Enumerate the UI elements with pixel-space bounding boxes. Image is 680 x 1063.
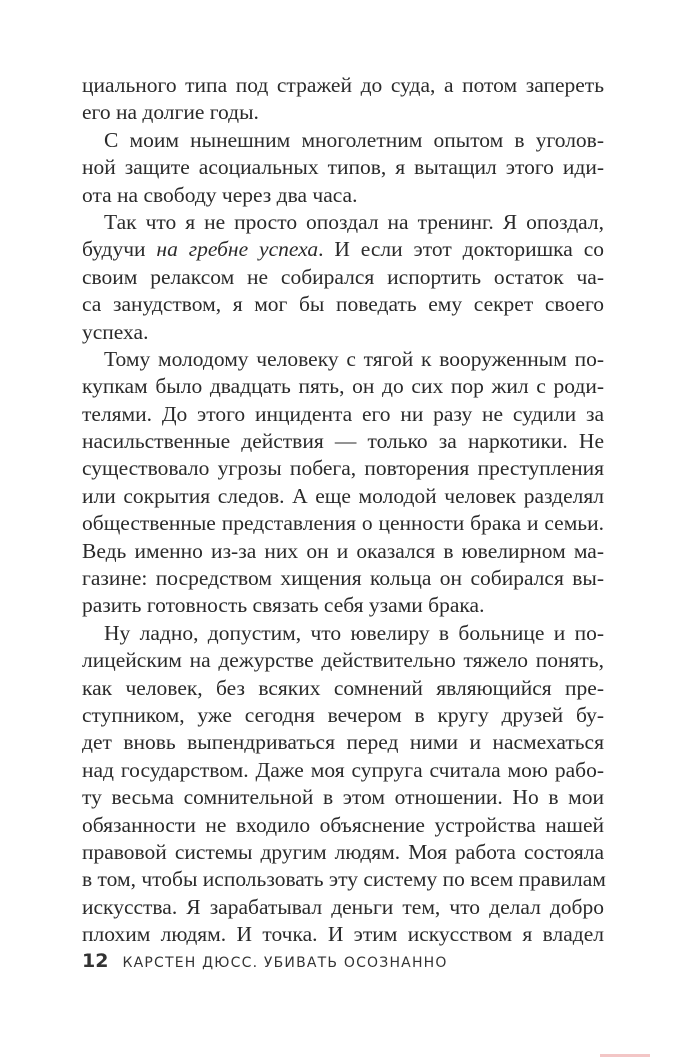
page-body — [82, 72, 604, 949]
text-line: са занудством, я мог бы поведать ему секрет своего — [82, 292, 604, 317]
text-line: лицейским на дежурстве действительно тяжело понять, — [82, 648, 604, 673]
text-line: ту весьма сомнительной в этом отношении. Но в мои — [82, 785, 604, 810]
text-line: существовало угрозы побега, повторения преступления — [82, 456, 604, 481]
text-line: Ну ладно, допустим, что ювелиру в больнице и по- — [104, 620, 604, 645]
text-line: над государством. Даже моя супруга считала мою рабо- — [82, 757, 604, 782]
text-line: купкам было двадцать пять, он до сих пор жил с роди- — [82, 374, 604, 399]
text-line: Тому молодому человеку с тягой к вооруженным по- — [104, 346, 604, 371]
text-line: газине: посредством хищения кольца он собирался вы- — [82, 566, 604, 591]
text-line: обязанности не входило объяснение устройства нашей — [82, 812, 604, 837]
text-line: или сокрытия следов. А еще молодой человек разделял — [82, 483, 604, 508]
text-line: как человек, без всяких сомнений являющийся пре- — [82, 675, 604, 700]
text-segment: будучи — [82, 237, 157, 262]
text-segment: . И если этот докторишка со — [318, 237, 604, 262]
text-line: в том, чтобы использовать эту систему по всем правилам — [82, 867, 606, 892]
text-line: Так что я не просто опоздал на тренинг. Я опоздал, — [104, 209, 604, 234]
text-line: правовой системы другим людям. Моя работа состояла — [82, 839, 604, 864]
text-line: ота на свободу через два часа. — [82, 182, 358, 207]
italic-emphasis: на гребне успеха — [156, 237, 319, 262]
text-line: циального типа под стражей до суда, а потом запереть — [82, 73, 604, 97]
text-line: общественные представления о ценности брака и семьи. — [82, 511, 604, 536]
text-line: ступником, уже сегодня вечером в кругу друзей бу- — [82, 702, 604, 727]
running-title: КАРСТЕН ДЮСС. УБИВАТЬ ОСОЗНАННО — [122, 955, 448, 971]
text-line: телями. До этого инцидента его ни разу не судили за — [82, 401, 604, 426]
text-line: плохим людям. И точка. И этим искусством я владел — [82, 922, 604, 947]
text-line: его на долгие годы. — [82, 100, 259, 125]
text-line: дет вновь выпендриваться перед ними и насмехаться — [82, 730, 604, 755]
page-number: 12 — [82, 950, 109, 972]
text-line — [82, 236, 604, 263]
text-line: С моим нынешним многолетним опытом в уголов- — [104, 127, 604, 152]
text-line: своим релаксом не собирался испортить остаток ча- — [82, 264, 604, 289]
text-line: Ведь именно из-за них он и оказался в ювелирном ма- — [82, 538, 604, 563]
text-line: разить готовность связать себя узами брака. — [82, 593, 485, 618]
text-line: искусства. Я зарабатывал деньги тем, что делал добро — [82, 894, 604, 919]
text-line: успеха. — [82, 319, 149, 344]
scan-mark — [600, 1054, 650, 1057]
text-line: насильственные действия — только за наркотики. Не — [82, 429, 604, 454]
text-line: ной защите асоциальных типов, я вытащил этого иди- — [82, 155, 604, 180]
page-footer — [82, 950, 448, 972]
